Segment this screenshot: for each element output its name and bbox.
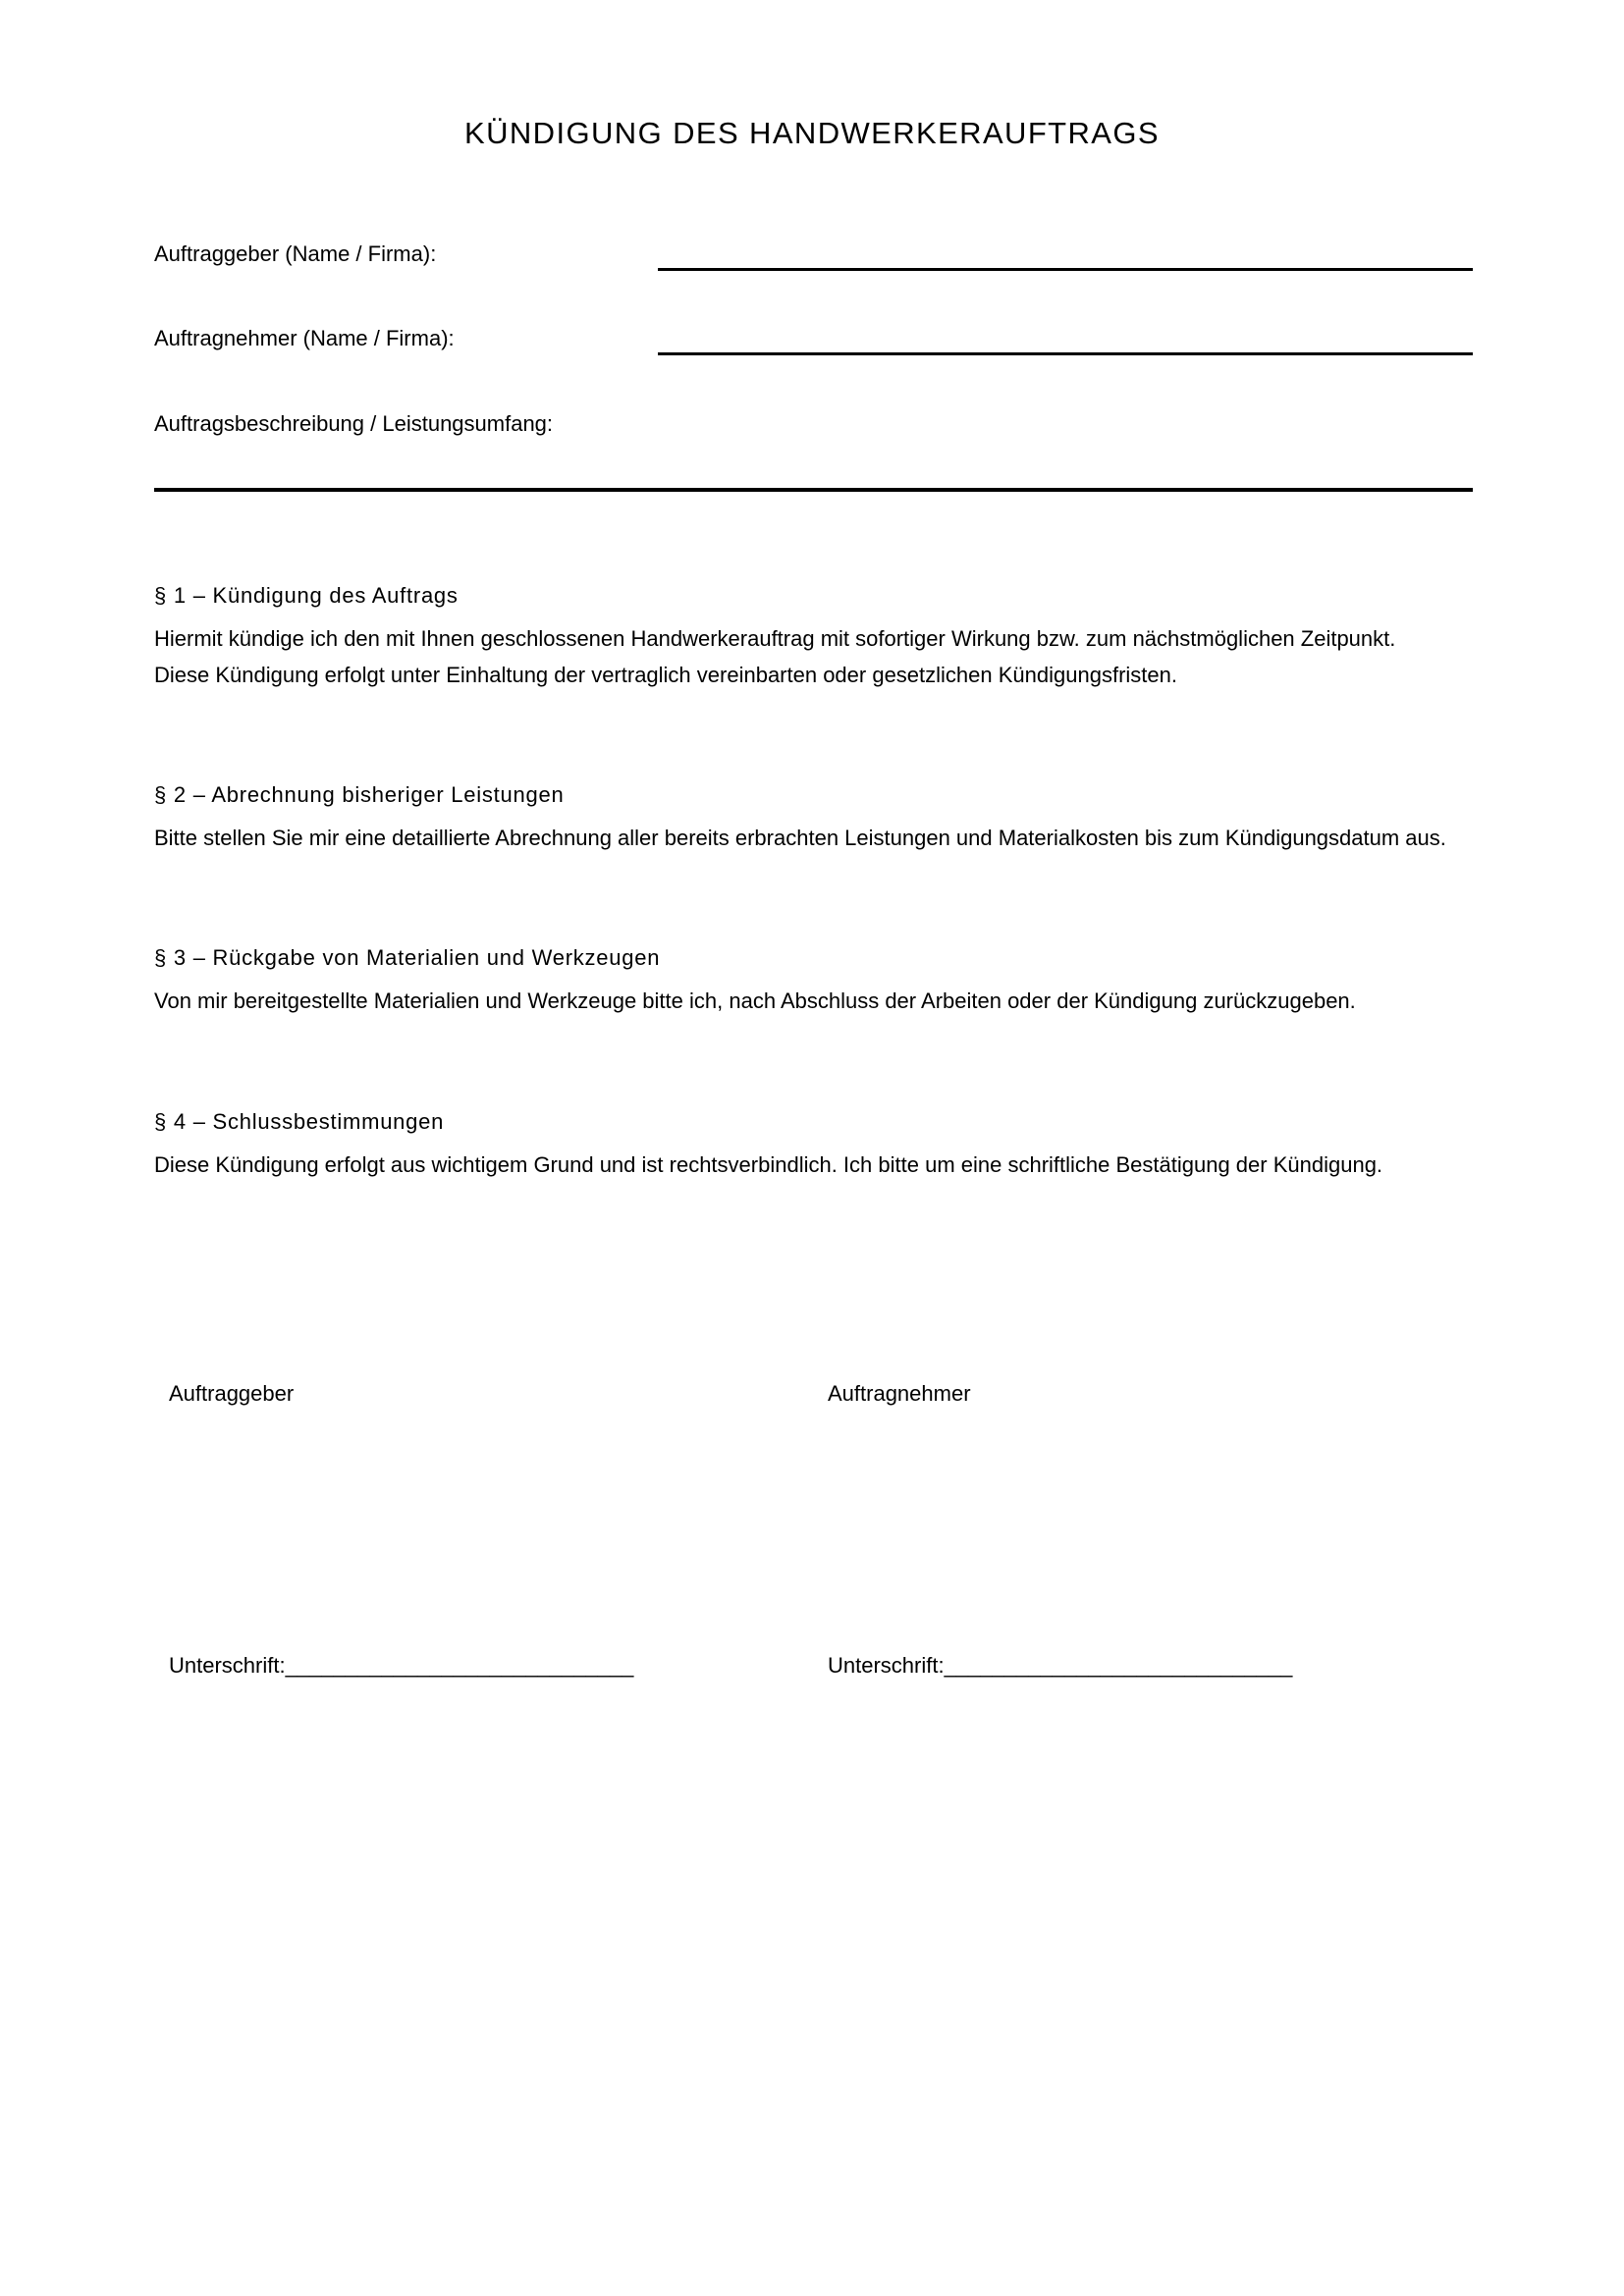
field-label-auftraggeber: Auftraggeber (Name / Firma):	[154, 241, 437, 266]
section-heading-paragraph-4: § 4 – Schlussbestimmungen	[154, 1109, 445, 1134]
signature-input-auftraggeber[interactable]: _____________________________	[285, 1653, 634, 1678]
signature-label-auftraggeber: Unterschrift:	[169, 1653, 286, 1678]
form-field-auftragnehmer	[154, 325, 1473, 364]
signature-label-auftragnehmer: Unterschrift:	[828, 1653, 945, 1678]
section-heading-paragraph-1: § 1 – Kündigung des Auftrags	[154, 583, 459, 608]
signature-role-auftraggeber: Auftraggeber	[169, 1381, 295, 1406]
signature-role-auftragnehmer: Auftragnehmer	[828, 1381, 971, 1406]
section-heading-paragraph-2: § 2 – Abrechnung bisheriger Leistungen	[154, 782, 565, 807]
field-label-auftragsbeschreibung: Auftragsbeschreibung / Leistungsumfang:	[154, 411, 554, 436]
field-input-auftragsbeschreibung[interactable]	[154, 488, 1473, 492]
section-heading-paragraph-3: § 3 – Rückgabe von Materialien und Werkzeugen	[154, 945, 661, 970]
section-body-paragraph-2: Bitte stellen Sie mir eine detaillierte Abrechnung aller bereits erbrachten Leistungen und Materialkosten bis zum Kündigungsdatum aus.	[154, 826, 1446, 850]
section-paragraph-1	[154, 581, 1455, 693]
field-input-auftragnehmer[interactable]	[658, 352, 1473, 355]
signature-input-auftragnehmer[interactable]: _____________________________	[944, 1653, 1293, 1678]
signature-line-auftragnehmer[interactable]	[828, 1651, 1292, 1681]
section-paragraph-3	[154, 943, 1455, 1019]
page-title: KÜNDIGUNG DES HANDWERKERAUFTRAGS	[464, 116, 1160, 150]
form-field-auftraggeber	[154, 240, 1473, 280]
field-input-auftraggeber[interactable]	[658, 268, 1473, 271]
signature-line-auftraggeber[interactable]	[169, 1651, 633, 1681]
section-body-paragraph-3: Von mir bereitgestellte Materialien und Werkzeuge bitte ich, nach Abschluss der Arbeiten oder der Kündigung zurückzugeben.	[154, 988, 1356, 1013]
section-paragraph-4	[154, 1107, 1455, 1183]
section-body-paragraph-4: Diese Kündigung erfolgt aus wichtigem Grund und ist rechtsverbindlich. Ich bitte um eine schriftliche Bestätigung der Kündigung.	[154, 1152, 1383, 1177]
field-label-auftragnehmer: Auftragnehmer (Name / Firma):	[154, 326, 455, 350]
section-paragraph-2	[154, 780, 1455, 856]
section-body-paragraph-1: Hiermit kündige ich den mit Ihnen geschlossenen Handwerkerauftrag mit sofortiger Wirkung bzw. zum nächstmöglichen Zeitpunkt. Diese Kündigung erfolgt unter Einhaltung der vertraglich vereinbarten oder gesetzlichen Kündigungsfristen.	[154, 626, 1396, 687]
